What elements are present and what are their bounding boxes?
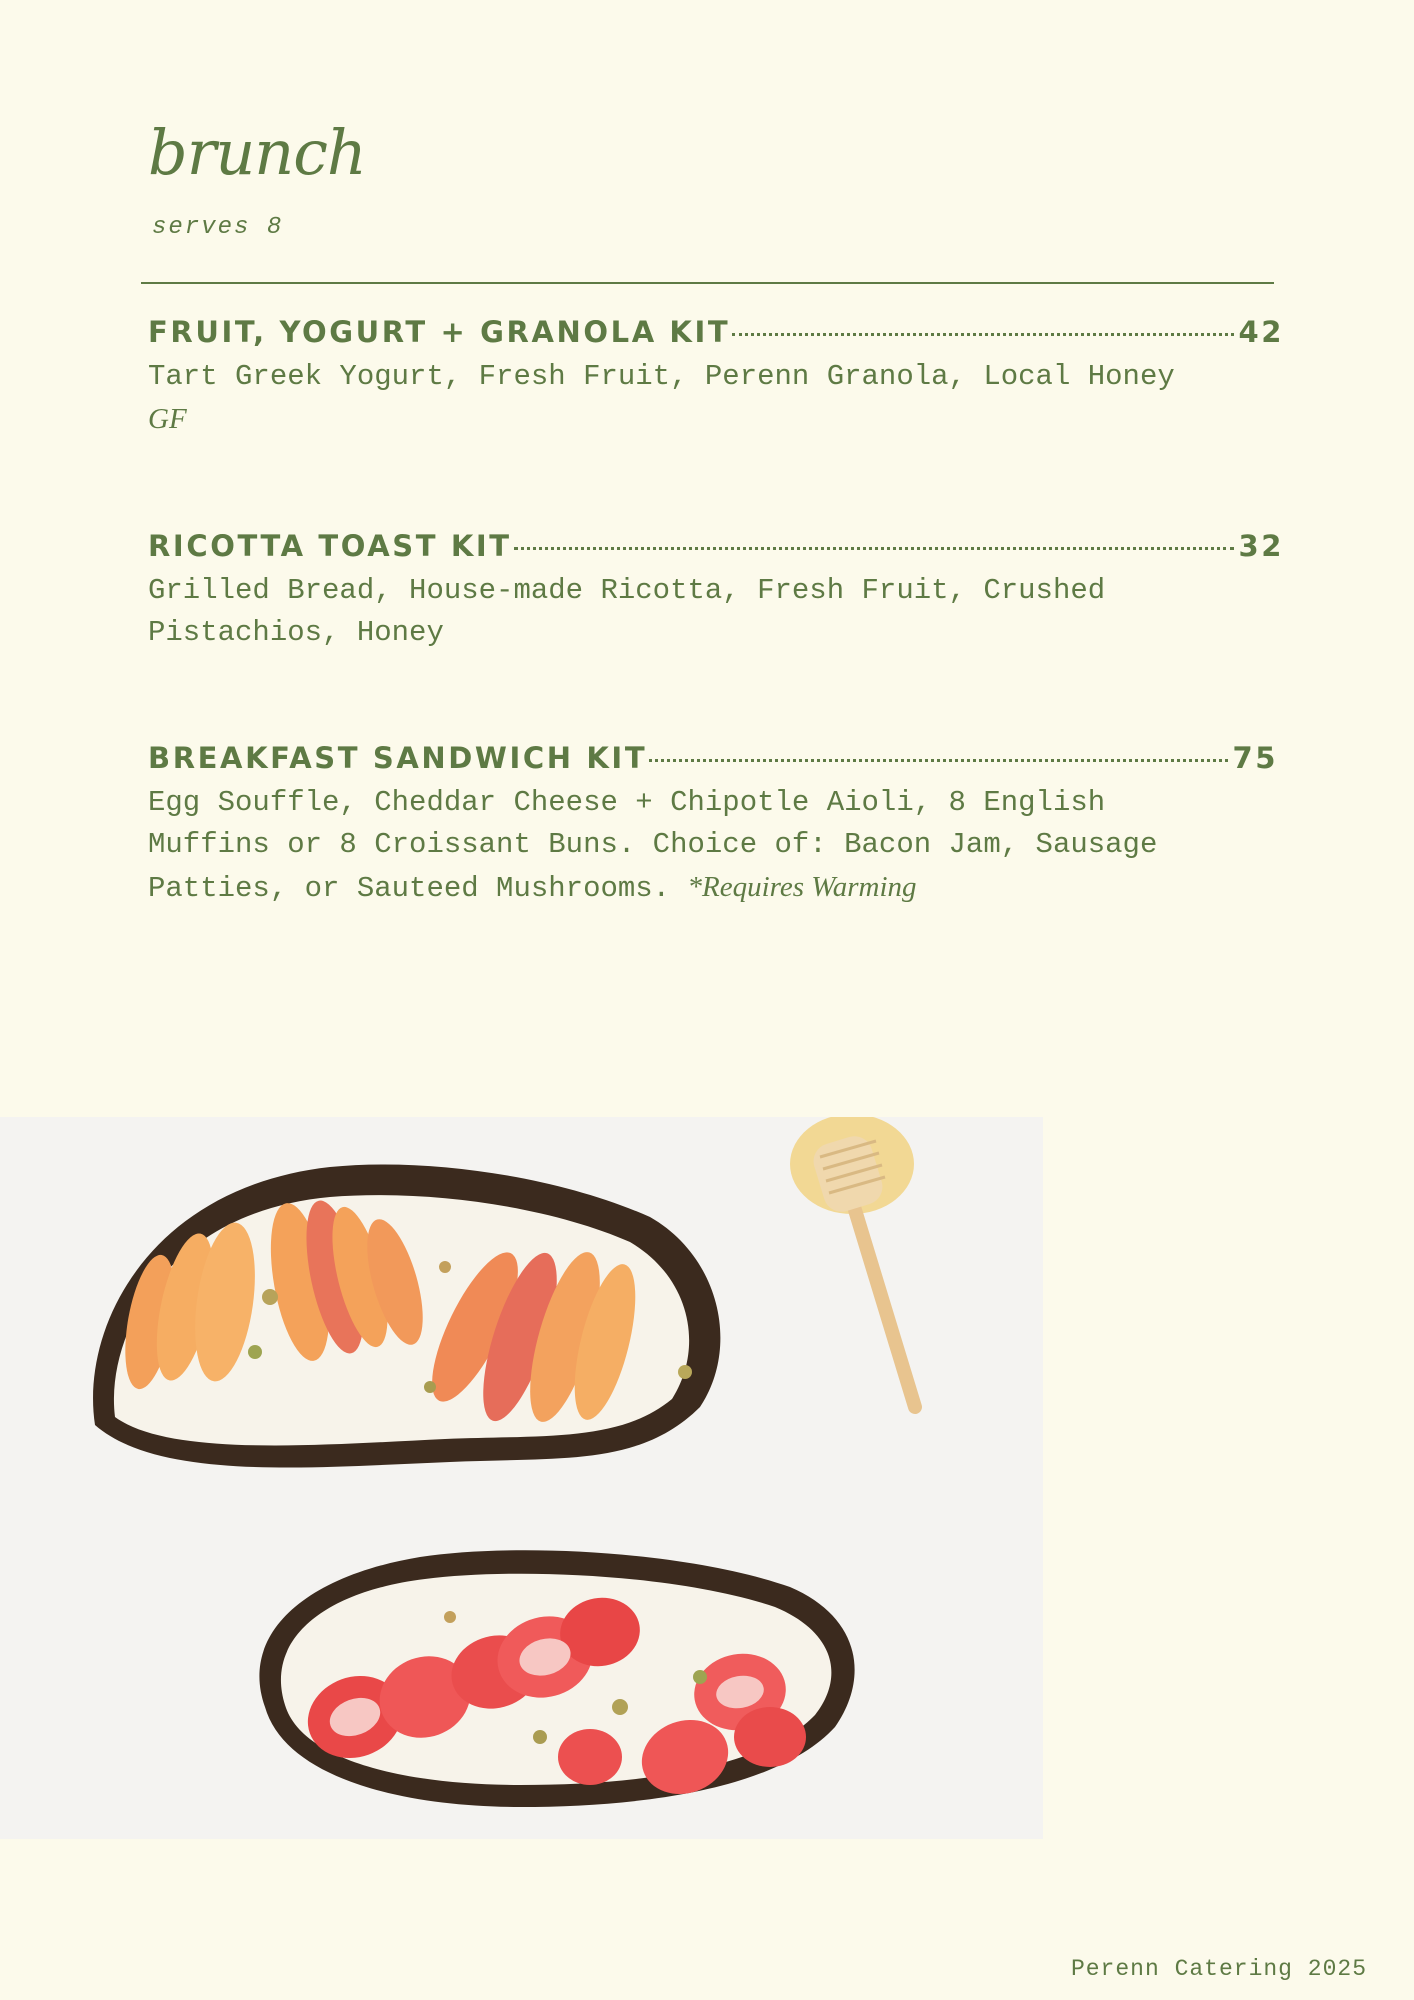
menu-item-name: BREAKFAST SANDWICH KIT [148,741,648,775]
footer-credit: Perenn Catering 2025 [1070,1956,1367,1982]
dot-leader [732,333,1234,336]
menu-item-price: 75 [1232,741,1278,775]
menu-item-description: Grilled Bread, House-made Ricotta, Fresh Fruit, Crushed Pistachios, Honey [148,573,1106,649]
menu-item-ricotta-toast [148,529,1284,654]
menu-item-price: 32 [1238,529,1284,563]
dot-leader [649,759,1228,762]
dot-leader [514,547,1235,550]
menu-item-name: FRUIT, YOGURT + GRANOLA KIT [148,315,731,349]
menu-item-description: Tart Greek Yogurt, Fresh Fruit, Perenn Granola, Local Honey [148,359,1175,393]
strawberry-toast [259,1550,854,1807]
menu-item-breakfast-sandwich [148,741,1278,910]
menu-title: brunch [148,116,366,189]
section-divider [141,282,1274,284]
dietary-tag: GF [148,402,187,435]
menu-item-name: RICOTTA TOAST KIT [148,529,512,563]
menu-item-description-text: Egg Souffle, Cheddar Cheese + Chipotle Aioli, 8 English Muffins or 8 Croissant Buns. Choice of: Bacon Jam, Sausage Patties, or Sauteed Mushrooms. [148,785,1158,905]
toast-illustration [0,1117,1043,1839]
peach-toast [93,1164,720,1467]
menu-item-description [148,782,1238,910]
menu-item-header [148,741,1278,776]
menu-item-header [148,529,1284,564]
menu-item-fruit-yogurt-granola [148,315,1284,440]
ricotta-toast-photo [0,1117,1043,1839]
menu-item-price: 42 [1238,315,1284,349]
menu-item-header [148,315,1284,350]
warming-note: *Requires Warming [687,870,917,903]
serves-label: serves 8 [152,214,284,241]
